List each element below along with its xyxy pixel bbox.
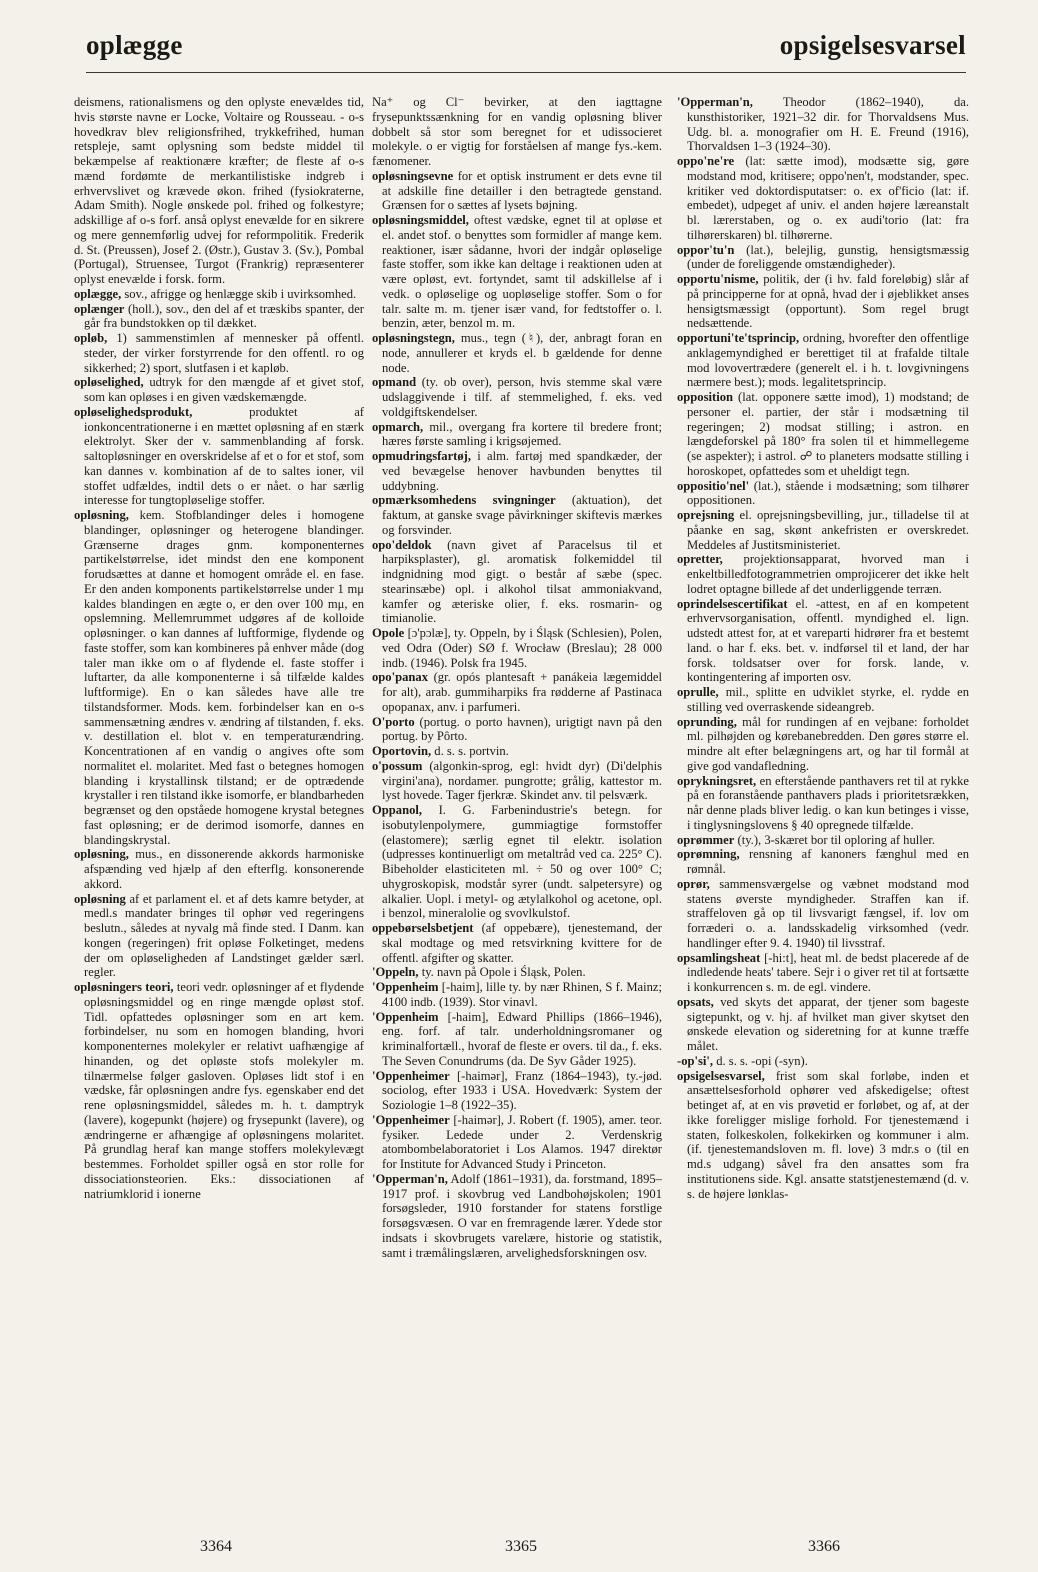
dictionary-entry bbox=[372, 169, 662, 213]
entry-headword: Oppanol, bbox=[372, 803, 423, 817]
dictionary-entry bbox=[677, 95, 969, 154]
dictionary-entry bbox=[677, 715, 969, 774]
entry-headword: opmudringsfartøj, bbox=[372, 449, 472, 463]
entry-body: 1) sammenstimlen af mennesker på offentl. steder, der virker forstyrrende for den offentl. ro og sikkerhed; 2) sport, slutfasen i et kapløb. bbox=[84, 331, 364, 375]
dictionary-entry bbox=[677, 272, 969, 331]
dictionary-entry bbox=[677, 331, 969, 390]
entry-body: mål for rundingen af en vejbane: forholdet ml. pilhøjden og kørebanebredden. Den gøres større el. mindre alt efter belægningens art, og har til formål at give god vandafledning. bbox=[687, 714, 969, 773]
dictionary-entry bbox=[677, 243, 969, 273]
dictionary-entry bbox=[677, 597, 969, 686]
dictionary-entry bbox=[677, 154, 969, 243]
entry-headword: oplægge, bbox=[74, 286, 122, 301]
dictionary-entry bbox=[372, 493, 662, 537]
dictionary-entry bbox=[372, 670, 662, 714]
entry-headword: O'porto bbox=[372, 714, 415, 729]
entry-headword: oppebørselsbetjent bbox=[372, 921, 474, 935]
entry-headword: oprunding, bbox=[677, 714, 737, 729]
entry-body: for et optisk instrument er dets evne til at adskille fine detailler i den betragtede genstand. Grænsen for o sættes af lysets bøjning. bbox=[382, 168, 662, 213]
entry-headword: opposition bbox=[677, 390, 733, 404]
dictionary-entry bbox=[372, 803, 662, 921]
dictionary-entry bbox=[372, 715, 662, 745]
entry-headword: opløselighedsprodukt, bbox=[74, 404, 193, 419]
entry-body: [-haimər], Franz (1864–1943), ty.-jød. sociolog, efter 1933 i USA. Hovedværk: System der Soziologie 1–8 (1922–35). bbox=[382, 1068, 662, 1112]
entry-body: politik, der (i hv. fald foreløbig) slår af på principperne for at opnå, hvad der i øjeblikket anses hensigtsmæssigt (opportunt). Som regel brugt nedsættende. bbox=[687, 272, 969, 331]
entry-headword: opo'deldok bbox=[372, 537, 432, 552]
dictionary-entry bbox=[677, 877, 969, 951]
dictionary-entry bbox=[74, 95, 364, 287]
page-number-left: 3364 bbox=[200, 1538, 232, 1555]
entry-body: Adolf (1861–1931), da. forstmand, 1895–1917 prof. i skovbrug ved Landbohøjskolen; 1901 forsøgsleder, 1910 forstander for statens forstlige forsøgsvæsen. O var en fremragende lærer. Ydede stor indsats i skovbrugets varelære, historie og statistik, samt i træmålingslæren, arvelighedsforskningen osv. bbox=[382, 1171, 662, 1260]
entry-headword: opløsningstegn, bbox=[372, 331, 455, 345]
dictionary-entry bbox=[677, 847, 969, 877]
header-rule bbox=[86, 72, 966, 73]
entry-headword: oppositio'nel' bbox=[677, 478, 750, 493]
dictionary-entry bbox=[372, 213, 662, 331]
entry-headword: 'Oppenheim bbox=[372, 980, 439, 994]
entry-body: (ty. ob over), person, hvis stemme skal være udslaggivende i tilf. af stemmelighed, f. eks. ved voldgiftskendelser. bbox=[382, 375, 662, 419]
entry-body: [-haimər], J. Robert (f. 1905), amer. teor. fysiker. Ledede under 2. Verdenskrig atombombelaboratoriet i Los Alamos. 1947 direktør for Institute for Advanced Study i Princeton. bbox=[382, 1112, 662, 1171]
dictionary-entry bbox=[372, 420, 662, 450]
entry-headword: opløsningsevne bbox=[372, 168, 454, 183]
entry-body: (portug. o porto havnen), urigtigt navn på den portug. by Pôrto. bbox=[382, 714, 662, 744]
entry-body: mus., tegn (♮), der, anbragt foran en node, annullerer et kryds el. b gældende for denne node. bbox=[382, 331, 662, 375]
entry-body: (lat. opponere sætte imod), 1) modstand; de personer el. partier, der står i modsætning til regeringen; 2) modsat stilling; i astron. en længdeforskel på 180° fra solen til et himmellegeme (se aspekter); i astrol. ☍ to planeters modsatte stilling i horoskopet, opfattedes som et uheldigt tegn. bbox=[687, 390, 969, 478]
entry-body: [-haim], lille ty. by nær Rhinen, S f. Mainz; 4100 indb. (1939). Stor vinavl. bbox=[382, 980, 662, 1009]
dictionary-entry bbox=[372, 965, 662, 980]
entry-body: produktet af ionkoncentrationerne i en mættet opløsning af en stærk elektrolyt. Sker der v. sammenblanding af forsk. saltopløsninger en overskridelse af et o for et stof, som kan dannes v. kombination af de to saltes ioner, vil stoffet udfældes, indtil dets o er nået. o har særlig interesse for tungtopløselige stoffer. bbox=[84, 404, 364, 508]
dictionary-entry bbox=[372, 759, 662, 803]
entry-body: mil., overgang fra kortere til bredere front; hæres første samling i krigsøjemed. bbox=[382, 419, 662, 449]
dictionary-entry bbox=[372, 921, 662, 965]
dictionary-entry bbox=[74, 287, 364, 302]
entry-body: el. -attest, en af en kompetent erhvervsorganisation, offentl. myndighed el. lign. udstedt attest for, at et vareparti hidrører fra et bestemt land. o har f. eks. bet. v. indførsel til et land, der har forsk. toldsatser over for forsk. lande, v. kontingentering af importen osv. bbox=[687, 596, 969, 685]
entry-headword: oprulle, bbox=[677, 685, 719, 699]
entry-headword: oprør, bbox=[677, 876, 710, 891]
dictionary-entry bbox=[372, 1010, 662, 1069]
entry-headword: oprømmer bbox=[677, 832, 735, 847]
entry-headword: opretter, bbox=[677, 552, 723, 567]
entry-headword: Opole bbox=[372, 626, 405, 640]
entry-body: sammensværgelse og væbnet modstand mod statens øverste myndigheder. Straffen kan if. straffeloven gå op til livsvarigt fængsel, if. lov om forræderi o. a. landsskadelig virksomhed (vedr. handlinger efter 9. 4. 1940) til livsstraf. bbox=[687, 876, 969, 950]
entry-body: el. oprejsningsbevilling, jur., tilladelse til at påanke en sag, skønt ankefristen er overskredet. Meddeles af Justitsministeriet. bbox=[687, 508, 969, 552]
dictionary-entry bbox=[372, 449, 662, 493]
entry-headword: oplænger bbox=[74, 301, 125, 316]
dictionary-entry bbox=[677, 1054, 969, 1069]
entry-body: udtryk for den mængde af et givet stof, som kan opløses i en given vædskemængde. bbox=[84, 375, 364, 404]
dictionary-entry bbox=[677, 1069, 969, 1202]
entry-body: ordning, hvorefter den offentlige anklagemyndighed er berettiget til at frafalde tiltale mod lovovertrædere (generelt el. i h. t. lovgivningens nærmere best.); mods. legalitetsprincip. bbox=[687, 331, 969, 390]
entry-headword: o'possum bbox=[372, 758, 423, 773]
entry-headword: oppor'tu'n bbox=[677, 242, 735, 257]
dictionary-entry bbox=[677, 995, 969, 1054]
entry-headword: opløsning, bbox=[74, 508, 129, 522]
entry-body: (lat.), belejlig, gunstig, hensigtsmæssig (under de foreliggende omstændigheder). bbox=[687, 242, 969, 272]
entry-body: (ty.), 3-skæret bor til oploring af huller. bbox=[734, 832, 936, 847]
entry-body: ved skyts det apparat, der tjener som bageste sigtepunkt, og v. hj. af hvilket man giver skytset den ønskede elevation og sideretning for at kunne træffe målet. bbox=[687, 994, 969, 1053]
entry-headword: opløb, bbox=[74, 331, 108, 345]
entry-body: (holl.), sov., den del af et træskibs spanter, der går fra bundstokken op til dækket. bbox=[84, 301, 364, 331]
entry-headword: opløsning bbox=[74, 891, 126, 906]
entry-body: rensning af kanoners fænghul med en rømnål. bbox=[687, 847, 969, 876]
entry-body: teori vedr. opløsninger af et flydende opløsningsmiddel og en ringe mængde opløst stof. Tidl. opfattedes opløsninger som en art kem. forbindelser, nu som en homogen blanding, hvori komponenternes molekyler er relativt uafhængige af hinanden, og det opløste stofs molekyler m. tilnærmelse følger gasloven. Opløses lidt stof i en vædske, får opløsningen andre fys. egenskaber end det rene opløsningsmiddel, således m. h. t. damptryk (lavere), kogepunkt (højere) og frysepunkt (lavere), og ændringerne er afhængige af opløsningens molaritet. På grundlag heraf kan mange stoffers molekylevægt bestemmes. Forholdet spiller også en stor rolle for dissociationsteorien. Eks.: dissociationen af natriumklorid i ionerne bbox=[84, 980, 364, 1201]
entry-headword: opo'panax bbox=[372, 670, 428, 685]
entry-headword: opløselighed, bbox=[74, 375, 144, 390]
entry-body: [-haim], Edward Phillips (1866–1946), eng. forf. af talr. underholdningsromaner og kriminalfortæll., hvoraf de fleste er overs. til da., f. eks. The Seven Conundrums (da. De Syv Gåder 1925). bbox=[382, 1009, 662, 1068]
entry-headword: oprindelsescertifikat bbox=[677, 596, 788, 611]
dictionary-entry bbox=[372, 1069, 662, 1113]
dictionary-entry bbox=[372, 331, 662, 375]
entry-body: sov., afrigge og henlægge skib i uvirksomhed. bbox=[121, 286, 357, 301]
left-guide-word: oplægge bbox=[86, 30, 183, 60]
entry-headword: opsats, bbox=[677, 994, 714, 1009]
dictionary-entry bbox=[372, 375, 662, 419]
dictionary-entry bbox=[677, 951, 969, 995]
entry-body: (af oppebære), tjenestemand, der skal modtage og med retsvirkning kvittere for de offentl. afgifter og skatter. bbox=[382, 921, 662, 965]
entry-body: Theodor (1862–1940), da. kunsthistoriker, 1921–32 dir. for Thorvaldsens Mus. Udg. bl. a. monografier om H. E. Freund (1916), Thorvaldsen 1–3 (1924–30). bbox=[687, 95, 969, 154]
entry-headword: -op'si', bbox=[677, 1053, 714, 1068]
entry-body: [ɔ'pɔlæ], ty. Oppeln, by i Śląsk (Schlesien), Polen, ved Odra (Oder) SØ f. Wrocław (Breslau); 28 000 indb. (1946). Polsk fra 1945. bbox=[382, 626, 662, 670]
dictionary-entry bbox=[677, 685, 969, 715]
dictionary-entry bbox=[677, 508, 969, 552]
dictionary-entry bbox=[677, 552, 969, 596]
entry-body: mil., splitte en udviklet styrke, el. rydde en stilling ved overraskende sideangreb. bbox=[687, 685, 969, 714]
dictionary-entry bbox=[677, 774, 969, 833]
entry-headword: 'Oppenheim bbox=[372, 1009, 439, 1024]
dictionary-entry bbox=[372, 744, 662, 759]
entry-body: (lat.), stående i modsætning; som tilhører oppositionen. bbox=[687, 478, 969, 508]
entry-headword: opsamlingsheat bbox=[677, 950, 761, 965]
dictionary-entry bbox=[74, 375, 364, 405]
dictionary-entry bbox=[372, 626, 662, 670]
entry-headword: opmarch, bbox=[372, 419, 424, 434]
text-column-1 bbox=[74, 95, 364, 1520]
dictionary-entry bbox=[372, 980, 662, 1010]
entry-headword: opportuni'te'tsprincip, bbox=[677, 331, 800, 345]
page-number-right: 3366 bbox=[808, 1538, 840, 1555]
entry-body: d. s. s. portvin. bbox=[431, 744, 509, 758]
dictionary-entry bbox=[677, 479, 969, 509]
entry-headword: oprykningsret, bbox=[677, 773, 757, 788]
entry-headword: oppo'ne're bbox=[677, 154, 735, 168]
dictionary-entry bbox=[74, 508, 364, 847]
dictionary-entry bbox=[74, 847, 364, 891]
entry-headword: Oportovin, bbox=[372, 744, 432, 758]
dictionary-entry bbox=[372, 95, 662, 169]
entry-body: I. G. Farbenindustrie's betegn. for isobutylenpolymere, gummiagtige formstoffer (elastomere); særlig egnet til elektr. isolation (udpresses kontinuerligt om metaltråd ved ca. 225° C). Bibeholder elasticiteten ml. ÷ 50 og over 100° C; uhygroskopisk, modstår syrer (undt. salpetersyre) og alkalier. Uopl. i metyl- og ætylalkohol og acetone, opl. i benzol, mineralolie og svovlkulstof. bbox=[382, 803, 662, 921]
dictionary-entry bbox=[677, 833, 969, 848]
entry-body: [-hi:t], heat ml. de bedst placerede af de indledende heats' tabere. Sejr i o giver ret til at fortsætte i konkurrencen s. m. de egl. vindere. bbox=[687, 950, 969, 994]
entry-body: (lat: sætte imod), modsætte sig, gøre modstand mod, kritisere; oppo'nen't, modstander, spec. kritiker ved doktordisputatser: o. ex of'ficio (lat: if. embedet), udpeget af univ. el anden højere læreanstalt bl. lærerstaben, og o. ex audi'torio (lat: fra tilhørerskaren) bl. tilhørerne. bbox=[687, 154, 969, 242]
text-column-3 bbox=[677, 95, 969, 1520]
dictionary-entry bbox=[74, 331, 364, 375]
entry-headword: opsigelsesvarsel, bbox=[677, 1068, 765, 1083]
dictionary-entry bbox=[74, 892, 364, 981]
entry-body: (aktuation), det faktum, at ganske svage påvirkninger skiftevis mærkes og forsvinder. bbox=[382, 493, 662, 537]
entry-headword: 'Oppeln, bbox=[372, 965, 419, 980]
entry-headword: oprømning, bbox=[677, 847, 740, 862]
dictionary-entry bbox=[372, 538, 662, 627]
entry-headword: opportu'nisme, bbox=[677, 272, 759, 286]
entry-body: (gr. opós plantesaft + panákeia lægemiddel for alt), arab. gummiharpiks fra rødderne af Pastinaca opopanax, anv. i parfumeri. bbox=[382, 670, 662, 714]
dictionary-entry bbox=[677, 390, 969, 479]
dictionary-entry bbox=[372, 1113, 662, 1172]
entry-headword: opmærksomhedens svingninger bbox=[372, 493, 556, 508]
dictionary-entry bbox=[74, 980, 364, 1201]
entry-body: kem. Stofblandinger deles i homogene blandinger, opløsninger og heterogene blandinger. Grænserne drages gnm. komponenternes partikelstørrelse, idet mindst den ene komponent forudsættes at danne et homogent område el. en fase. Er den anden komponents partikelstørrelse under 1 mμ kaldes blandingen en ægte o, er den over 100 mμ, en opslemning. Mellemrummet udgøres af de kolloide opløsninger. o kan dannes af luftformige, flydende og faste stoffer, som kan kombineres på enhver måde (dog taler man ikke om o af flydende el. faste stoffer i luftarter, da alle komponenterne i så tilfælde kaldes luftformige). En o kan således have alle tre tilstandsformer. Mods. kem. forbindelser kan en o-s sammensætning ændres v. ændring af tilstanden, f. eks. v. destillation el. blot v. en temperaturændring. Koncentrationen af en vandig o angives ofte som normalitet el. molaritet. Med fast o betegnes homogen blanding i krystallinsk tilstand; er de optrædende krystaller i ren tilstand ikke isomorfe, er blandbarheden begrænset og den opståede homogene krystal betegnes fast opløsning; er de derimod isomorfe, dannes en blandingskrystal. bbox=[84, 508, 364, 847]
entry-headword: 'Oppenheimer bbox=[372, 1112, 450, 1127]
entry-body: Na⁺ og Cl⁻ bevirker, at den iagttagne frysepunktssænkning for en vandig opløsning bliver dobbelt så stor som beregnet for et udissocieret molekyle. o er vigtig for forståelsen af mange fys.-kem. fænomener. bbox=[372, 95, 662, 168]
entry-headword: 'Opperman'n, bbox=[677, 95, 753, 109]
entry-body: i alm. fartøj med spandkæder, der ved bevægelse henover havbunden benyttes til uddybning. bbox=[382, 449, 662, 493]
entry-body: deismens, rationalismens og den oplyste enevældes tid, hvis største navne er Locke, Voltaire og Rousseau. - o-s hovedkrav blev religionsfrihed, trykkefrihed, human retspleje, samt oplysning som bedste middel til bekæmpelse af reaktionære kræfter; de fleste af o-s mænd fordømte de merkantilistiske indgreb i erhvervslivet og krævede økon. frihed (fysiokraterne, Adam Smith). Nogle ønskede pol. frihed og folkestyre; adskillige af o-s forf. anså oplyst enevælde for en sikrere og mere gennemførlig udvej for reformpolitik. Frederik d. St. (Preussen), Josef 2. (Østr.), Gustav 3. (Sv.), Pombal (Portugal), Struensee, Turgot (Frankrig) repræsenterer oplyst enevælde i forsk. form. bbox=[74, 95, 364, 286]
page-numbers bbox=[0, 1538, 1038, 1562]
entry-headword: 'Opperman'n, bbox=[372, 1171, 448, 1186]
entry-body: frist som skal forløbe, inden et ansættelsesforhold ophører ved afskedigelse; oftest betinget af, at en vis prøvetid er forløbet, og af, at der ikke foreligger mislige forhold. For tjenestemænd i staten, folkeskolen, folkekirken og kommuner i alm. (if. tjenestemandsloven m. fl. love) 3 mdr.s o (til en md.s udgang) såvel fra den ansattes som fra institutionens side. Kgl. ansatte statstjenestemænd (d. v. s. de højere lønklas- bbox=[687, 1068, 969, 1201]
entry-body: oftest vædske, egnet til at opløse et el. andet stof. o benyttes som formidler af mange kem. reaktioner, især sådanne, hvori der indgår opløselige faste stoffer, som ikke kan deltage i reaktionen uden at være opløst, evt. fortyndet, samt til adskillelse af i vedk. o opløselige og uopløselige stoffer. Som o for talr. salte m. m. tjener især vand, for fedtstoffer o. l. benzin, æter, benzol m. m. bbox=[382, 213, 662, 331]
right-guide-word: opsigelsesvarsel bbox=[779, 30, 966, 60]
entry-headword: opmand bbox=[372, 375, 417, 390]
entry-body: (navn givet af Paracelsus til et harpiksplaster), gl. aromatisk folkemiddel til indgnidning mod gigt. o består af sæbe (spec. stearinsæbe) opl. i alkohol tilsat ammoniakvand, kamfer og æteriske olier, f. eks. rosmarin- og timianolie. bbox=[382, 537, 662, 626]
entry-headword: 'Oppenheimer bbox=[372, 1068, 450, 1083]
page-header bbox=[86, 30, 966, 70]
entry-headword: oprejsning bbox=[677, 508, 735, 522]
text-column-2 bbox=[372, 95, 662, 1520]
entry-headword: opløsningsmiddel, bbox=[372, 213, 469, 227]
dictionary-entry bbox=[74, 302, 364, 332]
entry-body: mus., en dissonerende akkords harmoniske afspænding ved hjælp af den efterflg. konsonerende akkord. bbox=[84, 847, 364, 891]
entry-body: projektionsapparat, hvorved man i enkeltbilledfotogrammetrien omprojicerer det ikke helt lodret optagne billede af det underliggende terræn. bbox=[687, 552, 969, 596]
entry-headword: opløsning, bbox=[74, 847, 129, 862]
entry-body: (algonkin-sprog, egl: hvidt dyr) (Di'delphis virgini'ana), nordamer. pungrotte; grålig, kattestor m. lyst hovede. Tager fjerkræ. Skindet anv. til pelsværk. bbox=[382, 758, 662, 803]
dictionary-entry bbox=[372, 1172, 662, 1261]
entry-headword: opløsningers teori, bbox=[74, 980, 174, 994]
entry-body: d. s. s. -opi (-syn). bbox=[713, 1053, 808, 1068]
entry-body: af et parlament el. et af dets kamre betyder, at medl.s mandater bringes til ophør ved regeringens beslutn., således at nyvalg må finde sted. I Danm. kan kongen (regeringen) frit opløse Folketinget, medens der om opløseligheden af Landstinget gælder særl. regler. bbox=[84, 891, 364, 980]
entry-body: en efterstående panthavers ret til at rykke på en foranstående panthavers plads i prioritetsrækken, når denne plads bliver ledig. o kan kun betinges i visse, i tinglysningslovens § 40 opregnede tilfælde. bbox=[687, 773, 969, 832]
entry-body: ty. navn på Opole i Śląsk, Polen. bbox=[418, 965, 586, 980]
page-number-middle: 3365 bbox=[505, 1538, 537, 1555]
dictionary-entry bbox=[74, 405, 364, 508]
